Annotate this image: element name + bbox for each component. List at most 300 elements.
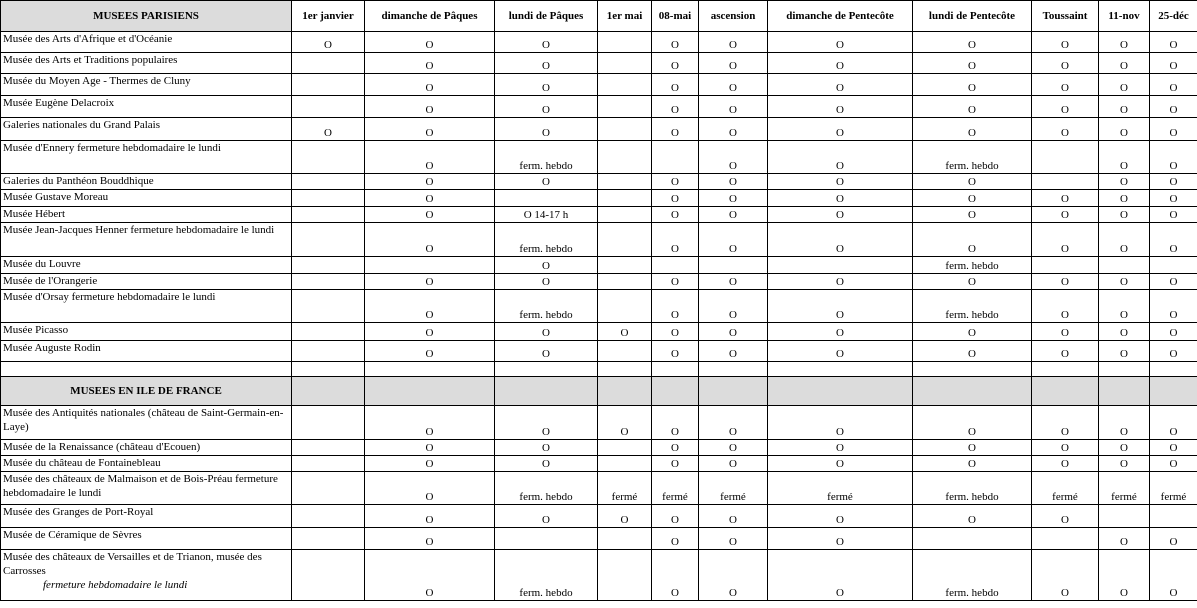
status-cell: O xyxy=(1150,274,1197,290)
status-cell: O xyxy=(768,550,913,601)
status-cell: O xyxy=(365,174,495,190)
empty-cell xyxy=(652,377,699,406)
status-cell: O xyxy=(652,406,699,440)
table-row xyxy=(1,53,1197,74)
table-row xyxy=(1,456,1197,472)
status-cell: O xyxy=(365,274,495,290)
empty-cell xyxy=(913,377,1032,406)
status-cell: O xyxy=(365,550,495,601)
status-cell: O xyxy=(768,141,913,174)
status-cell: O xyxy=(652,74,699,96)
museum-name-text: Musée Auguste Rodin xyxy=(3,342,101,354)
status-cell: O xyxy=(1150,141,1197,174)
status-cell: O xyxy=(768,456,913,472)
status-cell: O xyxy=(699,456,768,472)
status-cell: O xyxy=(1032,505,1099,528)
table-row xyxy=(1,207,1197,223)
empty-cell xyxy=(1150,377,1197,406)
status-cell xyxy=(1099,257,1150,274)
status-cell: O xyxy=(768,53,913,74)
status-cell xyxy=(1032,528,1099,550)
status-cell: O xyxy=(768,406,913,440)
status-cell: O xyxy=(768,32,913,53)
status-cell xyxy=(292,505,365,528)
status-cell: O xyxy=(652,456,699,472)
status-cell xyxy=(598,118,652,141)
status-cell: O xyxy=(913,323,1032,341)
header-cell: lundi de Pentecôte xyxy=(913,1,1032,32)
status-cell: O xyxy=(1032,550,1099,601)
status-cell xyxy=(913,528,1032,550)
museum-name-text: Musée du château de Fontainebleau xyxy=(3,457,161,469)
status-cell: O xyxy=(1099,32,1150,53)
status-cell: O xyxy=(768,174,913,190)
status-cell: O xyxy=(365,207,495,223)
status-cell: O xyxy=(1032,341,1099,362)
status-cell: O xyxy=(1150,323,1197,341)
status-cell: ferm. hebdo xyxy=(495,290,598,323)
status-cell: O xyxy=(1032,406,1099,440)
table-row xyxy=(1,550,1197,601)
museum-name xyxy=(1,141,292,174)
status-cell: O xyxy=(365,53,495,74)
status-cell: ferm. hebdo xyxy=(913,141,1032,174)
status-cell: O xyxy=(1099,223,1150,257)
status-cell: O xyxy=(1150,174,1197,190)
status-cell: O xyxy=(1150,74,1197,96)
status-cell xyxy=(292,274,365,290)
status-cell: O xyxy=(768,96,913,118)
spacer-row xyxy=(1,362,1197,377)
status-cell xyxy=(598,141,652,174)
status-cell xyxy=(292,528,365,550)
status-cell: O xyxy=(699,53,768,74)
status-cell xyxy=(292,472,365,505)
status-cell xyxy=(1150,257,1197,274)
status-cell: O xyxy=(495,32,598,53)
status-cell: O xyxy=(699,32,768,53)
status-cell: ferm. hebdo xyxy=(913,550,1032,601)
header-cell: dimanche de Pentecôte xyxy=(768,1,913,32)
status-cell: O xyxy=(768,190,913,207)
status-cell: O xyxy=(1099,118,1150,141)
status-cell: O xyxy=(365,456,495,472)
museum-name xyxy=(1,274,292,290)
header-cell: 11-nov xyxy=(1099,1,1150,32)
status-cell xyxy=(598,257,652,274)
status-cell xyxy=(598,528,652,550)
header-cell: 08-mai xyxy=(652,1,699,32)
status-cell: O xyxy=(292,32,365,53)
status-cell: O xyxy=(652,505,699,528)
status-cell: O xyxy=(1099,550,1150,601)
empty-cell xyxy=(1099,377,1150,406)
status-cell xyxy=(1032,257,1099,274)
museum-name-text: Musée Hébert xyxy=(3,208,66,220)
museum-name-text: Galeries nationales du Grand Palais xyxy=(3,119,161,131)
status-cell: O xyxy=(495,406,598,440)
status-cell: O xyxy=(1099,274,1150,290)
status-cell: O xyxy=(768,505,913,528)
status-cell xyxy=(598,223,652,257)
museum-name-text: Musée des Antiquités nationales (château de Saint-Germain-en-Laye) xyxy=(3,407,284,433)
table-row xyxy=(1,32,1197,53)
status-cell: O xyxy=(365,406,495,440)
museum-name-text: Musée du Louvre xyxy=(3,258,81,270)
status-cell: O xyxy=(699,341,768,362)
museum-name-text: Musée Jean-Jacques Henner fermeture hebdomadaire le lundi xyxy=(3,224,275,236)
status-cell xyxy=(768,257,913,274)
status-cell xyxy=(652,141,699,174)
status-cell xyxy=(495,528,598,550)
status-cell: O xyxy=(1032,190,1099,207)
status-cell: O xyxy=(1032,456,1099,472)
status-cell xyxy=(292,74,365,96)
status-cell: O xyxy=(495,341,598,362)
status-cell: O xyxy=(365,341,495,362)
status-cell: O xyxy=(1150,550,1197,601)
status-cell: O xyxy=(768,74,913,96)
header-cell: lundi de Pâques xyxy=(495,1,598,32)
status-cell xyxy=(292,550,365,601)
status-cell: O xyxy=(365,223,495,257)
status-cell: O xyxy=(1032,290,1099,323)
status-cell: O xyxy=(365,190,495,207)
status-cell: O xyxy=(913,53,1032,74)
status-cell: O xyxy=(365,528,495,550)
status-cell: O xyxy=(495,274,598,290)
status-cell xyxy=(1150,505,1197,528)
status-cell: O xyxy=(913,440,1032,456)
status-cell: O xyxy=(1099,323,1150,341)
status-cell: O xyxy=(292,118,365,141)
museum-name xyxy=(1,505,292,528)
status-cell: O xyxy=(495,505,598,528)
header-cell: dimanche de Pâques xyxy=(365,1,495,32)
status-cell: O xyxy=(1099,96,1150,118)
status-cell: ferm. hebdo xyxy=(913,257,1032,274)
status-cell: O xyxy=(1099,528,1150,550)
status-cell: O xyxy=(1150,341,1197,362)
table-row xyxy=(1,290,1197,323)
status-cell: O xyxy=(495,323,598,341)
status-cell: O xyxy=(1150,290,1197,323)
status-cell xyxy=(598,274,652,290)
status-cell xyxy=(598,456,652,472)
status-cell: O xyxy=(652,528,699,550)
header-cell: 1er janvier xyxy=(292,1,365,32)
status-cell: O xyxy=(1032,274,1099,290)
status-cell: fermé xyxy=(699,472,768,505)
empty-cell xyxy=(1150,362,1197,377)
status-cell xyxy=(598,174,652,190)
status-cell: O xyxy=(365,74,495,96)
status-cell: O xyxy=(652,440,699,456)
table-body xyxy=(1,32,1197,601)
status-cell: O xyxy=(1032,96,1099,118)
museum-name-text: Musée de Céramique de Sèvres xyxy=(3,529,142,541)
status-cell xyxy=(292,341,365,362)
header-row xyxy=(1,1,1197,32)
status-cell xyxy=(598,96,652,118)
table-row xyxy=(1,323,1197,341)
museum-name xyxy=(1,290,292,323)
museum-name xyxy=(1,32,292,53)
table-row xyxy=(1,528,1197,550)
status-cell: O xyxy=(1150,190,1197,207)
status-cell xyxy=(598,550,652,601)
status-cell: O xyxy=(1099,190,1150,207)
museum-name-text: Musée Gustave Moreau xyxy=(3,191,109,203)
status-cell: ferm. hebdo xyxy=(913,290,1032,323)
status-cell: O xyxy=(1150,118,1197,141)
status-cell: O xyxy=(913,223,1032,257)
status-cell: O xyxy=(699,141,768,174)
status-cell xyxy=(598,74,652,96)
empty-cell xyxy=(1032,362,1099,377)
status-cell: O xyxy=(365,96,495,118)
status-cell: O xyxy=(652,190,699,207)
status-cell: O xyxy=(913,74,1032,96)
status-cell: O xyxy=(1099,74,1150,96)
status-cell: O xyxy=(652,96,699,118)
status-cell: O xyxy=(699,323,768,341)
status-cell xyxy=(292,406,365,440)
status-cell: O xyxy=(1032,440,1099,456)
status-cell: O xyxy=(768,323,913,341)
status-cell: O xyxy=(495,257,598,274)
status-cell: ferm. hebdo xyxy=(495,550,598,601)
status-cell xyxy=(598,53,652,74)
status-cell: O xyxy=(913,274,1032,290)
status-cell: O xyxy=(365,290,495,323)
table-row xyxy=(1,472,1197,505)
museum-note: fermeture hebdomadaire le lundi xyxy=(43,579,188,591)
status-cell xyxy=(292,141,365,174)
section-header-row xyxy=(1,377,1197,406)
table-row xyxy=(1,96,1197,118)
status-cell: O xyxy=(1099,406,1150,440)
status-cell: O xyxy=(699,118,768,141)
status-cell: O xyxy=(652,290,699,323)
museum-name xyxy=(1,440,292,456)
status-cell xyxy=(598,207,652,223)
status-cell: O xyxy=(699,505,768,528)
status-cell: fermé xyxy=(652,472,699,505)
museum-name-text: Musée des Granges de Port-Royal xyxy=(3,506,154,518)
status-cell: O xyxy=(913,32,1032,53)
status-cell: O xyxy=(652,118,699,141)
status-cell: O xyxy=(1150,223,1197,257)
status-cell: ferm. hebdo xyxy=(495,472,598,505)
status-cell: O xyxy=(1099,290,1150,323)
table-row xyxy=(1,223,1197,257)
museum-name xyxy=(1,528,292,550)
status-cell xyxy=(495,190,598,207)
empty-cell xyxy=(699,362,768,377)
status-cell: O xyxy=(699,74,768,96)
museum-name-text: Musée Eugène Delacroix xyxy=(3,97,115,109)
status-cell xyxy=(598,290,652,323)
status-cell: O 14-17 h xyxy=(495,207,598,223)
status-cell: O xyxy=(699,440,768,456)
status-cell xyxy=(292,257,365,274)
status-cell xyxy=(598,32,652,53)
status-cell xyxy=(699,257,768,274)
status-cell: O xyxy=(699,528,768,550)
empty-cell xyxy=(598,377,652,406)
status-cell xyxy=(598,190,652,207)
status-cell xyxy=(1032,141,1099,174)
status-cell: fermé xyxy=(1099,472,1150,505)
museum-name-text: Musée des Arts et Traditions populaires xyxy=(3,54,178,66)
header-cell: Toussaint xyxy=(1032,1,1099,32)
empty-cell xyxy=(292,362,365,377)
status-cell: O xyxy=(1150,456,1197,472)
status-cell: O xyxy=(495,440,598,456)
status-cell: O xyxy=(365,323,495,341)
status-cell: O xyxy=(1150,96,1197,118)
status-cell: O xyxy=(1032,53,1099,74)
status-cell: O xyxy=(768,118,913,141)
section-title: MUSEES EN ILE DE FRANCE xyxy=(1,377,292,406)
status-cell xyxy=(598,440,652,456)
status-cell: O xyxy=(1150,406,1197,440)
status-cell: O xyxy=(652,274,699,290)
status-cell xyxy=(292,96,365,118)
museum-name xyxy=(1,53,292,74)
status-cell: O xyxy=(699,274,768,290)
museum-name xyxy=(1,456,292,472)
status-cell: fermé xyxy=(598,472,652,505)
status-cell: O xyxy=(699,207,768,223)
status-cell: O xyxy=(652,174,699,190)
status-cell: O xyxy=(365,118,495,141)
status-cell: O xyxy=(768,341,913,362)
museum-name-text: Musée des châteaux de Versailles et de Trianon, musée des Carrosses xyxy=(3,551,262,577)
status-cell: O xyxy=(1150,440,1197,456)
header-cell: 1er mai xyxy=(598,1,652,32)
status-cell: O xyxy=(652,53,699,74)
museum-name-text: Musée Picasso xyxy=(3,324,69,336)
status-cell xyxy=(292,290,365,323)
status-cell: O xyxy=(1099,141,1150,174)
status-cell xyxy=(1032,174,1099,190)
status-cell xyxy=(598,341,652,362)
status-cell: O xyxy=(768,223,913,257)
status-cell: O xyxy=(495,96,598,118)
empty-cell xyxy=(652,362,699,377)
status-cell: fermé xyxy=(768,472,913,505)
status-cell xyxy=(292,53,365,74)
status-cell: O xyxy=(652,341,699,362)
status-cell: O xyxy=(699,190,768,207)
status-cell xyxy=(1099,505,1150,528)
status-cell: O xyxy=(652,207,699,223)
status-cell: O xyxy=(699,406,768,440)
status-cell: O xyxy=(495,53,598,74)
status-cell: ferm. hebdo xyxy=(913,472,1032,505)
status-cell: O xyxy=(1032,32,1099,53)
museum-name xyxy=(1,118,292,141)
museum-name xyxy=(1,257,292,274)
status-cell xyxy=(292,440,365,456)
status-cell: O xyxy=(652,550,699,601)
empty-cell xyxy=(495,362,598,377)
status-cell: O xyxy=(652,223,699,257)
status-cell: O xyxy=(495,74,598,96)
status-cell: O xyxy=(699,550,768,601)
status-cell: fermé xyxy=(1032,472,1099,505)
status-cell: O xyxy=(1032,323,1099,341)
status-cell xyxy=(292,207,365,223)
status-cell: O xyxy=(495,174,598,190)
status-cell: O xyxy=(1099,456,1150,472)
table-row xyxy=(1,440,1197,456)
museum-name xyxy=(1,174,292,190)
table-row xyxy=(1,406,1197,440)
status-cell: O xyxy=(913,406,1032,440)
status-cell: O xyxy=(913,190,1032,207)
status-cell: ferm. hebdo xyxy=(495,141,598,174)
empty-cell xyxy=(699,377,768,406)
status-cell: O xyxy=(1099,53,1150,74)
empty-cell xyxy=(768,362,913,377)
museum-name xyxy=(1,472,292,505)
status-cell: O xyxy=(1099,440,1150,456)
status-cell xyxy=(292,190,365,207)
status-cell: O xyxy=(365,32,495,53)
table-row xyxy=(1,505,1197,528)
status-cell: O xyxy=(652,323,699,341)
status-cell: O xyxy=(768,440,913,456)
status-cell: O xyxy=(913,207,1032,223)
status-cell: O xyxy=(913,456,1032,472)
header-cell: 25-déc xyxy=(1150,1,1197,32)
empty-cell xyxy=(1032,377,1099,406)
status-cell: O xyxy=(699,223,768,257)
museum-name-text: Musée de l'Orangerie xyxy=(3,275,98,287)
status-cell: O xyxy=(1099,341,1150,362)
table-row xyxy=(1,118,1197,141)
status-cell: O xyxy=(768,290,913,323)
museum-name-text: Musée d'Orsay fermeture hebdomadaire le lundi xyxy=(3,291,216,303)
status-cell: O xyxy=(598,406,652,440)
status-cell: O xyxy=(365,472,495,505)
status-cell: O xyxy=(652,32,699,53)
status-cell: O xyxy=(768,274,913,290)
table-row xyxy=(1,341,1197,362)
museum-name xyxy=(1,406,292,440)
status-cell: O xyxy=(365,141,495,174)
status-cell: O xyxy=(913,505,1032,528)
empty-cell xyxy=(292,377,365,406)
museum-name xyxy=(1,341,292,362)
status-cell: O xyxy=(1032,207,1099,223)
status-cell: O xyxy=(1032,74,1099,96)
status-cell xyxy=(292,456,365,472)
header-cell: MUSEES PARISIENS xyxy=(1,1,292,32)
status-cell: O xyxy=(495,456,598,472)
table-row xyxy=(1,274,1197,290)
status-cell: O xyxy=(1032,223,1099,257)
empty-cell xyxy=(598,362,652,377)
museum-name xyxy=(1,207,292,223)
status-cell: O xyxy=(913,174,1032,190)
status-cell: O xyxy=(1032,118,1099,141)
status-cell xyxy=(365,257,495,274)
status-cell: O xyxy=(913,341,1032,362)
